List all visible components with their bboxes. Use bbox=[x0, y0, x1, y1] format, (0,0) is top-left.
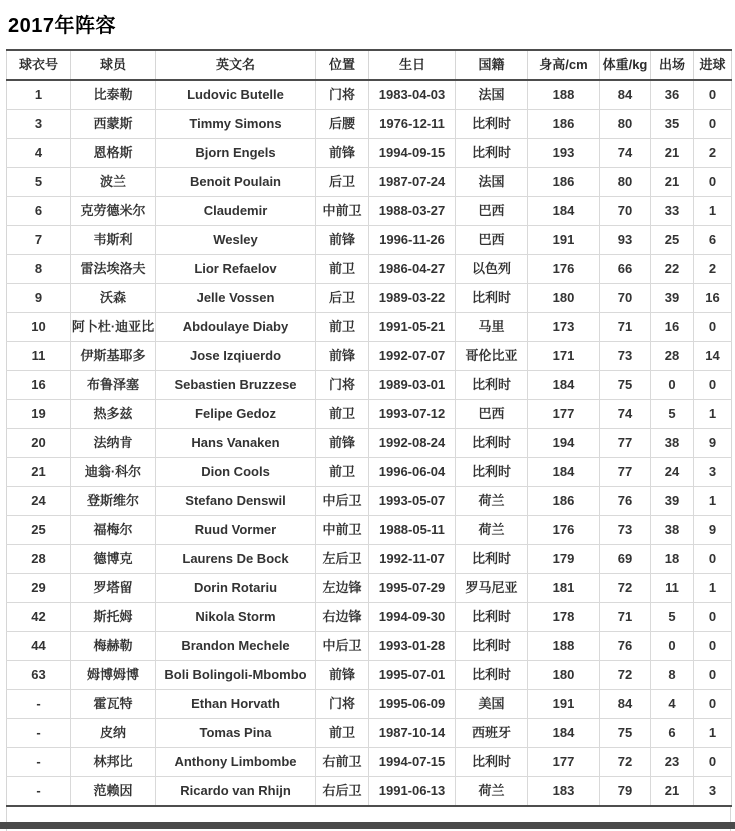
column-header-weight: 体重/kg bbox=[600, 50, 651, 80]
cell-nationality: 罗马尼亚 bbox=[456, 574, 528, 603]
cell-position: 中后卫 bbox=[316, 487, 369, 516]
cell-appearances: 8 bbox=[651, 661, 694, 690]
cell-name_en: Claudemir bbox=[156, 197, 316, 226]
cell-birthday: 1994-07-15 bbox=[369, 748, 456, 777]
cell-birthday: 1994-09-30 bbox=[369, 603, 456, 632]
cell-birthday: 1991-05-21 bbox=[369, 313, 456, 342]
cell-height: 176 bbox=[528, 255, 600, 284]
cell-height: 186 bbox=[528, 487, 600, 516]
cell-weight: 93 bbox=[600, 226, 651, 255]
cell-number: 7 bbox=[7, 226, 71, 255]
table-row bbox=[7, 777, 732, 807]
table-row bbox=[7, 371, 732, 400]
column-header-name_cn: 球员 bbox=[71, 50, 156, 80]
cell-nationality: 法国 bbox=[456, 168, 528, 197]
cell-position: 后卫 bbox=[316, 168, 369, 197]
table-row bbox=[7, 719, 732, 748]
cell-goals: 0 bbox=[694, 313, 732, 342]
cell-nationality: 荷兰 bbox=[456, 487, 528, 516]
bottom-section-divider-bar bbox=[0, 822, 735, 829]
cell-nationality: 比利时 bbox=[456, 632, 528, 661]
cell-position: 中前卫 bbox=[316, 197, 369, 226]
table-row bbox=[7, 342, 732, 371]
cell-name_cn: 韦斯利 bbox=[71, 226, 156, 255]
cell-name_en: Bjorn Engels bbox=[156, 139, 316, 168]
cell-goals: 2 bbox=[694, 255, 732, 284]
cell-name_cn: 波兰 bbox=[71, 168, 156, 197]
cell-birthday: 1995-07-29 bbox=[369, 574, 456, 603]
cell-number: 1 bbox=[34, 87, 43, 102]
cell-birthday: 1996-11-26 bbox=[369, 226, 456, 255]
cell-nationality: 以色列 bbox=[456, 255, 528, 284]
cell-goals: 6 bbox=[694, 226, 732, 255]
cell-appearances: 18 bbox=[651, 545, 694, 574]
table-row bbox=[7, 690, 732, 719]
cell-number: 9 bbox=[7, 284, 71, 313]
cell-appearances: 33 bbox=[651, 197, 694, 226]
cell-height: 193 bbox=[528, 139, 600, 168]
cell-birthday: 1992-08-24 bbox=[369, 429, 456, 458]
cell-position: 门将 bbox=[316, 371, 369, 400]
cell-weight: 66 bbox=[600, 255, 651, 284]
cell-birthday: 1995-06-09 bbox=[369, 690, 456, 719]
cell-name_en: Anthony Limbombe bbox=[156, 748, 316, 777]
column-header-name_en: 英文名 bbox=[156, 50, 316, 80]
cell-name_en: Jelle Vossen bbox=[156, 284, 316, 313]
cell-name_en: Dorin Rotariu bbox=[156, 574, 316, 603]
cell-weight: 71 bbox=[600, 603, 651, 632]
cell-number: - bbox=[7, 777, 71, 807]
cell-name_cn: 林邦比 bbox=[71, 748, 156, 777]
cell-nationality: 比利时 bbox=[456, 110, 528, 139]
cell-position: 中前卫 bbox=[316, 516, 369, 545]
cell-name_cn: 布鲁泽塞 bbox=[71, 371, 156, 400]
cell-position: 中后卫 bbox=[316, 632, 369, 661]
column-header-birthday: 生日 bbox=[369, 50, 456, 80]
cell-appearances: 21 bbox=[651, 777, 694, 807]
cell-birthday: 1976-12-11 bbox=[369, 110, 456, 139]
cell-name_cn: 姆博姆博 bbox=[71, 661, 156, 690]
cell-goals: 0 bbox=[694, 371, 732, 400]
table-row bbox=[7, 284, 732, 313]
table-row bbox=[7, 603, 732, 632]
cell-number: 24 bbox=[7, 487, 71, 516]
table-row bbox=[7, 80, 732, 110]
cell-goals: 1 bbox=[694, 487, 732, 516]
table-row bbox=[7, 197, 732, 226]
cell-position: 门将 bbox=[316, 690, 369, 719]
cell-name_en: Ethan Horvath bbox=[156, 690, 316, 719]
cell-birthday: 1989-03-01 bbox=[369, 371, 456, 400]
cell-number: 3 bbox=[7, 110, 71, 139]
cell-number: 29 bbox=[7, 574, 71, 603]
cell-position: 后腰 bbox=[316, 110, 369, 139]
cell-name_cn: 德博克 bbox=[71, 545, 156, 574]
cell-name_cn: 沃森 bbox=[71, 284, 156, 313]
cell-name_cn: 雷法埃洛夫 bbox=[71, 255, 156, 284]
cell-name_cn: 阿卜杜·迪亚比 bbox=[71, 313, 156, 342]
cell-position: 前锋 bbox=[316, 226, 369, 255]
cell-goals: 0 bbox=[694, 690, 732, 719]
cell-goals: 14 bbox=[694, 342, 732, 371]
cell-weight: 72 bbox=[600, 574, 651, 603]
cell-appearances: 16 bbox=[651, 313, 694, 342]
table-row bbox=[7, 458, 732, 487]
cell-number: 5 bbox=[7, 168, 71, 197]
cell-position: 左边锋 bbox=[316, 574, 369, 603]
cell-number: 16 bbox=[7, 371, 71, 400]
cell-goals: 1 bbox=[694, 574, 732, 603]
cell-name_cn: 克劳德米尔 bbox=[71, 197, 156, 226]
cell-birthday: 1991-06-13 bbox=[369, 777, 456, 807]
cell-weight: 73 bbox=[600, 342, 651, 371]
table-row bbox=[7, 313, 732, 342]
cell-name_cn: 范赖因 bbox=[71, 777, 156, 807]
cell-weight: 73 bbox=[600, 516, 651, 545]
cell-birthday: 1987-07-24 bbox=[369, 168, 456, 197]
cell-height: 181 bbox=[528, 574, 600, 603]
cell-appearances: 23 bbox=[651, 748, 694, 777]
table-row bbox=[7, 545, 732, 574]
cell-name_en: Laurens De Bock bbox=[156, 545, 316, 574]
cell-name_cn: 比泰勒 bbox=[71, 80, 156, 110]
cell-height: 178 bbox=[528, 603, 600, 632]
table-row bbox=[7, 139, 732, 168]
cell-height: 173 bbox=[528, 313, 600, 342]
cell-name_en: Wesley bbox=[156, 226, 316, 255]
table-row bbox=[7, 110, 732, 139]
cell-nationality: 比利时 bbox=[456, 284, 528, 313]
cell-weight: 71 bbox=[600, 313, 651, 342]
cell-name_cn: 霍瓦特 bbox=[71, 690, 156, 719]
cell-position: 前锋 bbox=[316, 429, 369, 458]
cell-nationality: 比利时 bbox=[456, 661, 528, 690]
cell-position: 前卫 bbox=[316, 458, 369, 487]
cell-number: 63 bbox=[7, 661, 71, 690]
cell-nationality: 西班牙 bbox=[456, 719, 528, 748]
cell-name_en: Felipe Gedoz bbox=[156, 400, 316, 429]
cell-appearances: 36 bbox=[651, 80, 694, 110]
cell-height: 184 bbox=[528, 197, 600, 226]
cell-name_en: Nikola Storm bbox=[156, 603, 316, 632]
cell-name_en: Benoit Poulain bbox=[156, 168, 316, 197]
cell-appearances: 38 bbox=[651, 516, 694, 545]
cell-goals: 9 bbox=[694, 429, 732, 458]
cell-name_en: Ricardo van Rhijn bbox=[156, 777, 316, 807]
cell-nationality: 比利时 bbox=[456, 748, 528, 777]
cell-number: 44 bbox=[7, 632, 71, 661]
cell-number: 6 bbox=[7, 197, 71, 226]
cell-name_en: Brandon Mechele bbox=[156, 632, 316, 661]
cell-appearances: 22 bbox=[651, 255, 694, 284]
cell-goals: 3 bbox=[694, 458, 732, 487]
cell-nationality: 比利时 bbox=[456, 545, 528, 574]
cell-appearances: 28 bbox=[651, 342, 694, 371]
cell-name_en: Ruud Vormer bbox=[156, 516, 316, 545]
cell-goals: 9 bbox=[694, 516, 732, 545]
cell-number: 25 bbox=[7, 516, 71, 545]
column-header-height: 身高/cm bbox=[528, 50, 600, 80]
cell-name_cn: 伊斯基耶多 bbox=[71, 342, 156, 371]
cell-number: 20 bbox=[7, 429, 71, 458]
cell-name_en: Hans Vanaken bbox=[156, 429, 316, 458]
cell-name_cn: 斯托姆 bbox=[71, 603, 156, 632]
cell-weight: 72 bbox=[600, 748, 651, 777]
cell-number: 42 bbox=[7, 603, 71, 632]
cell-height: 183 bbox=[528, 777, 600, 807]
cell-goals: 16 bbox=[694, 284, 732, 313]
cell-name_cn: 恩格斯 bbox=[71, 139, 156, 168]
table-row bbox=[7, 168, 732, 197]
table-row bbox=[7, 632, 732, 661]
cell-weight: 72 bbox=[600, 661, 651, 690]
cell-height: 184 bbox=[528, 719, 600, 748]
cell-nationality: 巴西 bbox=[456, 197, 528, 226]
cell-number: 28 bbox=[7, 545, 71, 574]
cell-name_en: Tomas Pina bbox=[156, 719, 316, 748]
cell-number: 21 bbox=[7, 458, 71, 487]
cell-height: 177 bbox=[528, 748, 600, 777]
cell-birthday: 1988-05-11 bbox=[369, 516, 456, 545]
cell-height: 179 bbox=[528, 545, 600, 574]
cell-height: 184 bbox=[528, 458, 600, 487]
cell-position: 后卫 bbox=[316, 284, 369, 313]
cell-height: 194 bbox=[528, 429, 600, 458]
cell-appearances: 5 bbox=[651, 603, 694, 632]
roster-table bbox=[6, 49, 732, 807]
cell-name_cn: 西蒙斯 bbox=[71, 110, 156, 139]
table-header-row bbox=[7, 50, 732, 80]
roster-table-container bbox=[6, 49, 731, 807]
column-header-appearances: 出场 bbox=[651, 50, 694, 80]
cell-number: - bbox=[7, 748, 71, 777]
cell-name_en: Ludovic Butelle bbox=[156, 80, 316, 110]
cell-appearances: 21 bbox=[651, 139, 694, 168]
cell-number: 11 bbox=[7, 342, 71, 371]
cell-name_en: Boli Bolingoli-Mbombo bbox=[156, 661, 316, 690]
cell-goals: 3 bbox=[694, 777, 732, 807]
cell-birthday: 1983-04-03 bbox=[369, 80, 456, 110]
table-row bbox=[7, 516, 732, 545]
cell-weight: 74 bbox=[600, 400, 651, 429]
cell-nationality: 比利时 bbox=[456, 458, 528, 487]
cell-position: 前卫 bbox=[316, 313, 369, 342]
cell-appearances: 38 bbox=[651, 429, 694, 458]
table-row bbox=[7, 661, 732, 690]
cell-number: - bbox=[7, 690, 71, 719]
cell-height: 191 bbox=[528, 226, 600, 255]
cell-name_en: Jose Izqiuerdo bbox=[156, 342, 316, 371]
cell-appearances: 5 bbox=[651, 400, 694, 429]
cell-goals: 0 bbox=[694, 110, 732, 139]
cell-number: - bbox=[7, 719, 71, 748]
cell-nationality: 马里 bbox=[456, 313, 528, 342]
cell-name_cn: 法纳肯 bbox=[71, 429, 156, 458]
cell-birthday: 1986-04-27 bbox=[369, 255, 456, 284]
cell-nationality: 美国 bbox=[456, 690, 528, 719]
cell-weight: 79 bbox=[600, 777, 651, 807]
table-row bbox=[7, 487, 732, 516]
cell-weight: 75 bbox=[600, 719, 651, 748]
cell-height: 184 bbox=[528, 371, 600, 400]
cell-goals: 0 bbox=[694, 603, 732, 632]
cell-height: 177 bbox=[528, 400, 600, 429]
cell-goals: 1 bbox=[694, 197, 732, 226]
cell-weight: 80 bbox=[600, 168, 651, 197]
cell-appearances: 25 bbox=[651, 226, 694, 255]
cell-name_en: Timmy Simons bbox=[156, 110, 316, 139]
cell-name_en: Dion Cools bbox=[156, 458, 316, 487]
cell-weight: 76 bbox=[600, 632, 651, 661]
cell-number: 8 bbox=[7, 255, 71, 284]
column-header-goals: 进球 bbox=[694, 50, 732, 80]
cell-position: 前锋 bbox=[316, 139, 369, 168]
table-row bbox=[7, 429, 732, 458]
cell-nationality: 荷兰 bbox=[456, 516, 528, 545]
cell-appearances: 0 bbox=[651, 371, 694, 400]
cell-nationality: 法国 bbox=[456, 80, 528, 110]
cell-weight: 74 bbox=[600, 139, 651, 168]
cell-name_cn: 迪翁·科尔 bbox=[71, 458, 156, 487]
cell-height: 186 bbox=[528, 168, 600, 197]
cell-position: 左后卫 bbox=[316, 545, 369, 574]
cell-name_cn: 登斯维尔 bbox=[71, 487, 156, 516]
cell-goals: 2 bbox=[694, 139, 732, 168]
cell-name_en: Abdoulaye Diaby bbox=[156, 313, 316, 342]
cell-position: 前锋 bbox=[316, 342, 369, 371]
cell-name_cn: 梅赫勒 bbox=[71, 632, 156, 661]
cell-appearances: 4 bbox=[651, 690, 694, 719]
cell-goals: 1 bbox=[694, 400, 732, 429]
cell-number: 10 bbox=[7, 313, 71, 342]
table-row bbox=[7, 400, 732, 429]
cell-height: 188 bbox=[528, 632, 600, 661]
cell-name_cn: 福梅尔 bbox=[71, 516, 156, 545]
cell-goals: 0 bbox=[694, 80, 732, 110]
cell-height: 191 bbox=[528, 690, 600, 719]
cell-appearances: 24 bbox=[651, 458, 694, 487]
cell-number: 4 bbox=[7, 139, 71, 168]
cell-goals: 0 bbox=[694, 661, 732, 690]
cell-appearances: 35 bbox=[651, 110, 694, 139]
cell-birthday: 1992-11-07 bbox=[369, 545, 456, 574]
table-row bbox=[7, 574, 732, 603]
cell-birthday: 1989-03-22 bbox=[369, 284, 456, 313]
cell-nationality: 巴西 bbox=[456, 400, 528, 429]
cell-weight: 77 bbox=[600, 458, 651, 487]
table-row bbox=[7, 255, 732, 284]
cell-weight: 70 bbox=[600, 284, 651, 313]
column-header-position: 位置 bbox=[316, 50, 369, 80]
cell-appearances: 21 bbox=[651, 168, 694, 197]
cell-birthday: 1995-07-01 bbox=[369, 661, 456, 690]
cell-position: 右边锋 bbox=[316, 603, 369, 632]
cell-goals: 0 bbox=[694, 748, 732, 777]
cell-position: 右前卫 bbox=[316, 748, 369, 777]
table-row bbox=[7, 226, 732, 255]
cell-goals: 1 bbox=[694, 719, 732, 748]
cell-goals: 0 bbox=[694, 632, 732, 661]
cell-appearances: 11 bbox=[651, 574, 694, 603]
cell-height: 176 bbox=[528, 516, 600, 545]
cell-appearances: 6 bbox=[651, 719, 694, 748]
cell-name_cn: 热多兹 bbox=[71, 400, 156, 429]
cell-weight: 70 bbox=[600, 197, 651, 226]
cell-weight: 69 bbox=[600, 545, 651, 574]
cell-name_en: Lior Refaelov bbox=[156, 255, 316, 284]
table-row bbox=[7, 748, 732, 777]
page-title: 2017年阵容 bbox=[8, 15, 116, 37]
cell-height: 188 bbox=[528, 80, 600, 110]
cell-number: 19 bbox=[7, 400, 71, 429]
cell-birthday: 1993-07-12 bbox=[369, 400, 456, 429]
cell-goals: 0 bbox=[694, 545, 732, 574]
cell-birthday: 1992-07-07 bbox=[369, 342, 456, 371]
cell-height: 180 bbox=[528, 661, 600, 690]
cell-weight: 75 bbox=[600, 371, 651, 400]
cell-weight: 84 bbox=[600, 80, 651, 110]
cell-name_cn: 罗塔留 bbox=[71, 574, 156, 603]
cell-nationality: 比利时 bbox=[456, 429, 528, 458]
cell-position: 前卫 bbox=[316, 255, 369, 284]
cell-nationality: 哥伦比亚 bbox=[456, 342, 528, 371]
cell-nationality: 巴西 bbox=[456, 226, 528, 255]
cell-position: 门将 bbox=[316, 80, 369, 110]
cell-birthday: 1988-03-27 bbox=[369, 197, 456, 226]
column-header-nationality: 国籍 bbox=[456, 50, 528, 80]
cell-nationality: 比利时 bbox=[456, 139, 528, 168]
cell-weight: 84 bbox=[600, 690, 651, 719]
cell-position: 前卫 bbox=[316, 400, 369, 429]
cell-goals: 0 bbox=[694, 168, 732, 197]
cell-weight: 76 bbox=[600, 487, 651, 516]
cell-nationality: 比利时 bbox=[456, 371, 528, 400]
cell-position: 前卫 bbox=[316, 719, 369, 748]
cell-nationality: 比利时 bbox=[456, 603, 528, 632]
cell-birthday: 1987-10-14 bbox=[369, 719, 456, 748]
cell-appearances: 39 bbox=[651, 487, 694, 516]
cell-name_en: Stefano Denswil bbox=[156, 487, 316, 516]
cell-position: 前锋 bbox=[316, 661, 369, 690]
cell-height: 171 bbox=[528, 342, 600, 371]
cell-appearances: 39 bbox=[651, 284, 694, 313]
cell-weight: 80 bbox=[600, 110, 651, 139]
cell-birthday: 1996-06-04 bbox=[369, 458, 456, 487]
cell-nationality: 荷兰 bbox=[456, 777, 528, 807]
cell-birthday: 1993-01-28 bbox=[369, 632, 456, 661]
cell-height: 180 bbox=[528, 284, 600, 313]
cell-name_cn: 皮纳 bbox=[71, 719, 156, 748]
cell-height: 186 bbox=[528, 110, 600, 139]
cell-name_en: Sebastien Bruzzese bbox=[156, 371, 316, 400]
column-header-number: 球衣号 bbox=[7, 50, 71, 80]
cell-appearances: 0 bbox=[651, 632, 694, 661]
cell-position: 右后卫 bbox=[316, 777, 369, 807]
cell-weight: 77 bbox=[600, 429, 651, 458]
cell-birthday: 1993-05-07 bbox=[369, 487, 456, 516]
cell-birthday: 1994-09-15 bbox=[369, 139, 456, 168]
